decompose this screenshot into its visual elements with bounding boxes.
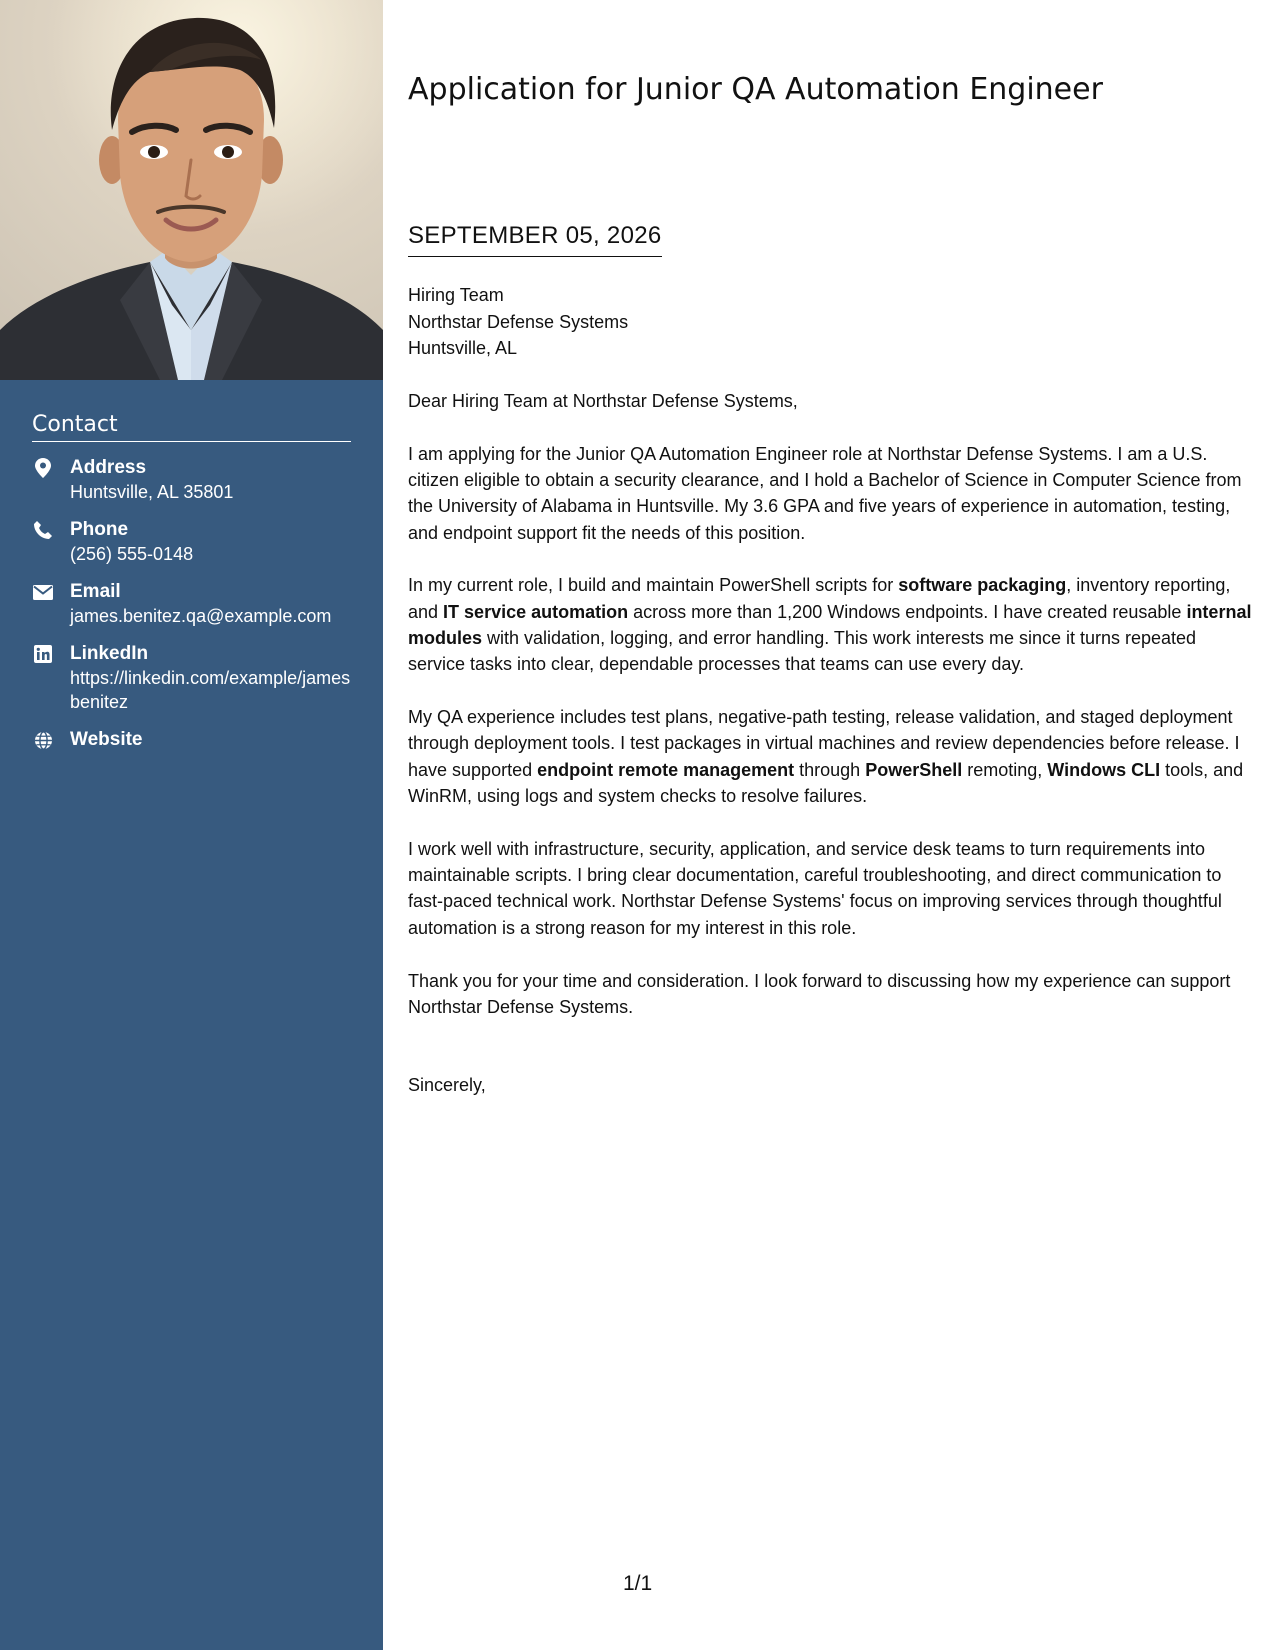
recipient-block — [408, 282, 628, 362]
paragraph-3 — [408, 704, 1253, 809]
text-run: with validation, logging, and error handling. This work interests me since it turns repeated service tasks into clear, dependable processes that teams can use every day. — [408, 628, 1197, 675]
paragraph-5: Thank you for your time and consideration. I look forward to discussing how my experience can support Northstar Defense Systems. — [408, 970, 1231, 1017]
address-label: Address — [70, 457, 147, 478]
bold-run: software packaging — [898, 575, 1067, 596]
text-run: In my current role, I build and maintain PowerShell scripts for — [408, 575, 899, 596]
sidebar — [0, 0, 383, 1650]
text-run: , inventory reporting, and — [408, 575, 1231, 622]
contact-section — [32, 412, 351, 766]
contact-email — [32, 580, 351, 628]
greeting: Dear Hiring Team at Northstar Defense Systems, — [408, 391, 798, 411]
text-run: remoting, — [962, 759, 1048, 780]
paragraph-4: I work well with infrastructure, security, application, and service desk teams to turn requirements into maintainable scripts. I bring clear documentation, careful troubleshooting, and direct communication to fast-paced technical work. Northstar Defense Systems' focus on improving services through thoughtful automation is a strong reason for my interest in this role. — [408, 838, 1222, 938]
bold-run: endpoint remote management — [537, 759, 795, 780]
bold-run: internal modules — [408, 601, 1252, 649]
bold-run: IT service automation — [443, 601, 629, 622]
text-run: My QA experience includes test plans, negative-path testing, release validation, and staged deployment through deployment tools. I test packages in virtual machines and review dependencies before release. I have supported — [408, 707, 1240, 780]
email-label: Email — [70, 581, 121, 602]
contact-phone — [32, 518, 351, 566]
phone-value: (256) 555-0148 — [70, 544, 194, 564]
envelope-icon — [32, 581, 54, 603]
recipient-line: Hiring Team — [408, 285, 504, 305]
linkedin-label: LinkedIn — [70, 643, 149, 664]
profile-photo — [0, 0, 383, 380]
text-run: through — [794, 759, 866, 780]
letter-date: SEPTEMBER 05, 2026 — [408, 222, 662, 257]
globe-icon — [32, 729, 54, 751]
linkedin-icon — [32, 643, 54, 665]
bold-run: PowerShell — [865, 759, 963, 780]
letter-body — [408, 388, 1253, 1047]
phone-icon — [32, 519, 54, 541]
email-value[interactable]: james.benitez.qa@example.com — [70, 606, 332, 626]
page-title: Application for Junior QA Automation Engineer — [408, 72, 1103, 107]
address-value: Huntsville, AL 35801 — [70, 482, 234, 502]
phone-label: Phone — [70, 519, 129, 540]
contact-linkedin — [32, 642, 351, 714]
bold-run: Windows CLI — [1047, 759, 1161, 780]
contact-address — [32, 456, 351, 504]
paragraph-1: I am applying for the Junior QA Automation Engineer role at Northstar Defense Systems. I am a U.S. citizen eligible to obtain a security clearance, and I hold a Bachelor of Science in Computer Science from the University of Alabama in Huntsville. My 3.6 GPA and five years of experience in automation, testing, and endpoint support fit the needs of this position. — [408, 443, 1242, 543]
paragraph-2 — [408, 572, 1253, 677]
page-number: 1/1 — [623, 1572, 653, 1595]
linkedin-value[interactable]: https://linkedin.com/example/jamesbenitez — [70, 668, 351, 712]
text-run: tools, and WinRM, using logs and system checks to resolve failures. — [408, 759, 1244, 807]
text-run: across more than 1,200 Windows endpoints. I have created reusable — [628, 601, 1187, 622]
recipient-line: Huntsville, AL — [408, 338, 518, 358]
contact-heading: Contact — [32, 412, 351, 442]
portrait-illustration — [0, 0, 383, 380]
closing: Sincerely, — [408, 1075, 486, 1095]
website-label[interactable]: Website — [70, 729, 143, 750]
contact-website — [32, 728, 351, 752]
recipient-line: Northstar Defense Systems — [408, 311, 629, 332]
map-marker-icon — [32, 457, 54, 479]
